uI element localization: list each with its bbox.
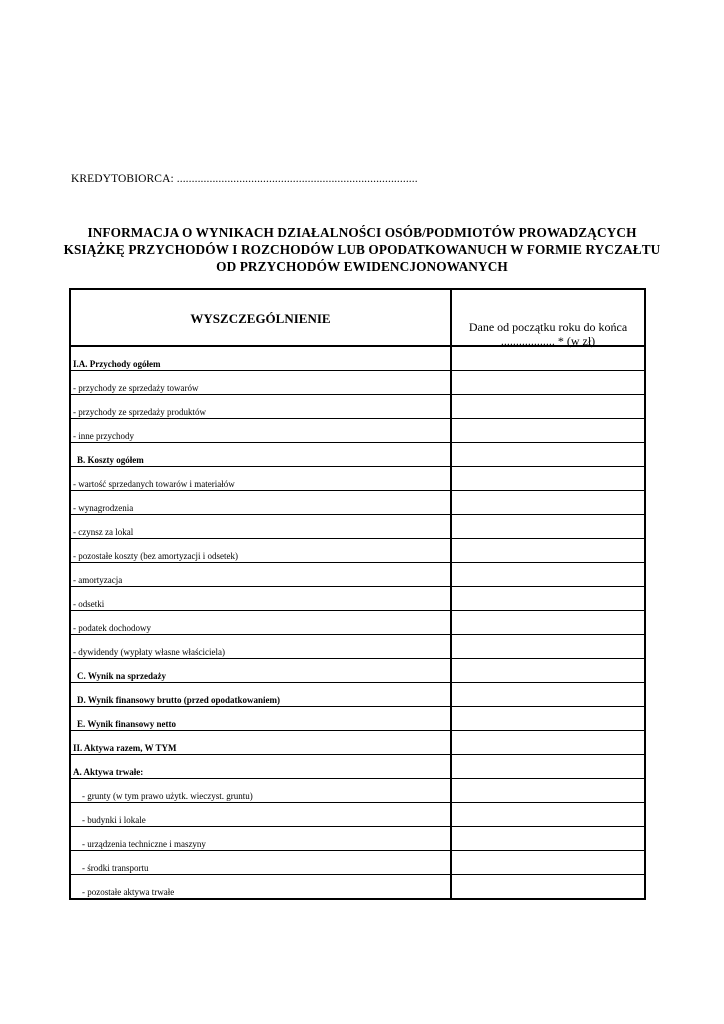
row-label: - odsetki <box>70 587 451 611</box>
table-row <box>70 419 645 443</box>
row-value-cell[interactable] <box>451 611 645 635</box>
table-row <box>70 539 645 563</box>
column-header-data-line-2: .................. * (w zł) <box>500 334 596 348</box>
row-value-cell[interactable] <box>451 346 645 371</box>
row-value-cell[interactable] <box>451 827 645 851</box>
row-label: - przychody ze sprzedaży towarów <box>70 371 451 395</box>
row-value-cell[interactable] <box>451 443 645 467</box>
row-value-cell[interactable] <box>451 587 645 611</box>
table-header-row <box>70 289 645 346</box>
table-row <box>70 467 645 491</box>
table-row <box>70 659 645 683</box>
table-row <box>70 371 645 395</box>
row-label: D. Wynik finansowy brutto (przed opodatkowaniem) <box>70 683 451 707</box>
table-body <box>70 346 645 899</box>
row-value-cell[interactable] <box>451 515 645 539</box>
table-row <box>70 611 645 635</box>
borrower-line: KREDYTOBIORCA: ................................................................................. <box>71 173 418 185</box>
row-value-cell[interactable] <box>451 395 645 419</box>
column-header-data-line-1: Dane od początku roku do końca <box>468 320 628 334</box>
table-row <box>70 803 645 827</box>
row-label: - grunty (w tym prawo użytk. wieczyst. gruntu) <box>70 779 451 803</box>
row-value-cell[interactable] <box>451 707 645 731</box>
row-value-cell[interactable] <box>451 491 645 515</box>
row-label: A. Aktywa trwałe: <box>70 755 451 779</box>
row-label: - czynsz za lokal <box>70 515 451 539</box>
row-value-cell[interactable] <box>451 779 645 803</box>
row-value-cell[interactable] <box>451 851 645 875</box>
row-value-cell[interactable] <box>451 563 645 587</box>
table-row <box>70 515 645 539</box>
table-row <box>70 563 645 587</box>
row-label: C. Wynik na sprzedaży <box>70 659 451 683</box>
row-label: - urządzenia techniczne i maszyny <box>70 827 451 851</box>
table-row <box>70 443 645 467</box>
column-header-data <box>451 289 645 346</box>
row-label: - dywidendy (wypłaty własne właściciela) <box>70 635 451 659</box>
document-title-line-2: KSIĄŻKĘ PRZYCHODÓW I ROZCHODÓW LUB OPODATKOWANUCH W FORMIE RYCZAŁTU <box>63 242 661 257</box>
table-row <box>70 635 645 659</box>
row-value-cell[interactable] <box>451 875 645 900</box>
row-label: - wynagrodzenia <box>70 491 451 515</box>
table-row <box>70 346 645 371</box>
table-row <box>70 587 645 611</box>
row-label: - wartość sprzedanych towarów i materiałów <box>70 467 451 491</box>
row-value-cell[interactable] <box>451 467 645 491</box>
row-value-cell[interactable] <box>451 683 645 707</box>
row-value-cell[interactable] <box>451 659 645 683</box>
row-value-cell[interactable] <box>451 371 645 395</box>
table-row <box>70 851 645 875</box>
table-row <box>70 395 645 419</box>
row-label: - środki transportu <box>70 851 451 875</box>
table-row <box>70 827 645 851</box>
row-label: - pozostałe koszty (bez amortyzacji i odsetek) <box>70 539 451 563</box>
row-label: II. Aktywa razem, W TYM <box>70 731 451 755</box>
row-value-cell[interactable] <box>451 755 645 779</box>
row-value-cell[interactable] <box>451 803 645 827</box>
row-value-cell[interactable] <box>451 635 645 659</box>
table-row <box>70 491 645 515</box>
table-row <box>70 683 645 707</box>
column-header-specification <box>70 289 451 346</box>
row-label: - amortyzacja <box>70 563 451 587</box>
column-header-data-text <box>452 320 644 348</box>
row-value-cell[interactable] <box>451 539 645 563</box>
row-label: - pozostałe aktywa trwałe <box>70 875 451 900</box>
row-label: I.A. Przychody ogółem <box>70 346 451 371</box>
table-row <box>70 707 645 731</box>
row-label: - podatek dochodowy <box>70 611 451 635</box>
row-label: - inne przychody <box>70 419 451 443</box>
document-title-line-1: INFORMACJA O WYNIKACH DZIAŁALNOŚCI OSÓB/PODMIOTÓW PROWADZĄCYCH <box>87 225 637 240</box>
table-row <box>70 731 645 755</box>
row-label: - budynki i lokale <box>70 803 451 827</box>
row-value-cell[interactable] <box>451 731 645 755</box>
row-label: E. Wynik finansowy netto <box>70 707 451 731</box>
document-title-line-3: OD PRZYCHODÓW EWIDENCJONOWANYCH <box>216 259 508 274</box>
row-label: - przychody ze sprzedaży produktów <box>70 395 451 419</box>
financial-report-table <box>69 288 646 900</box>
column-header-specification-text: WYSZCZEGÓLNIENIE <box>190 311 331 326</box>
table-row <box>70 755 645 779</box>
row-label: B. Koszty ogółem <box>70 443 451 467</box>
row-value-cell[interactable] <box>451 419 645 443</box>
table-row <box>70 875 645 900</box>
table-row <box>70 779 645 803</box>
